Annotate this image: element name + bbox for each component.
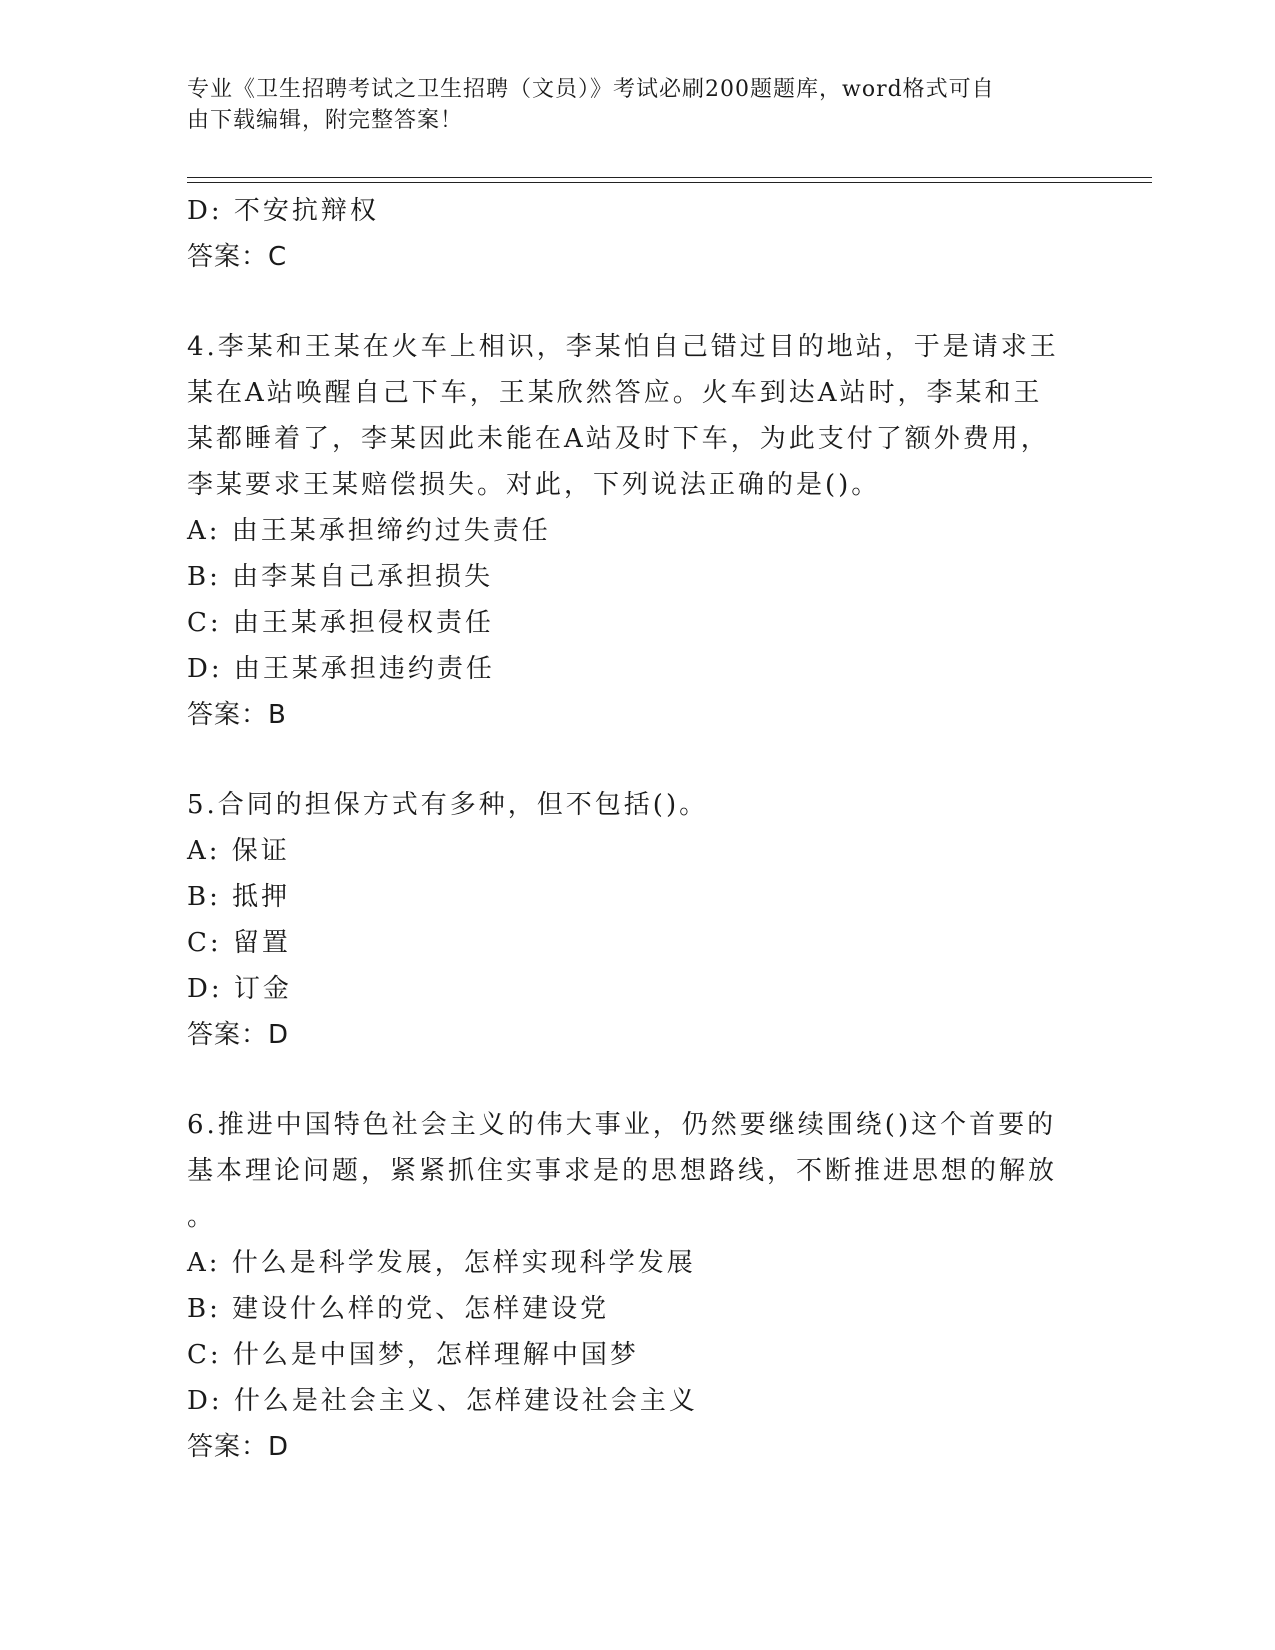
question-stem-line: 某都睡着了，李某因此未能在A站及时下车，为此支付了额外费用， <box>187 424 1050 454</box>
option-a: A: 什么是科学发展，怎样实现科学发展 <box>187 1248 696 1278</box>
question-stem-line: 某在A站唤醒自己下车，王某欣然答应。火车到达A站时，李某和王 <box>187 378 1043 408</box>
spacer <box>187 280 1067 324</box>
question-6 <box>187 1102 1067 1470</box>
answer-line: 答案：B <box>187 700 287 730</box>
header-line-1: 专业《卫生招聘考试之卫生招聘（文员）》考试必刷200题题库，word格式可自 <box>187 77 995 102</box>
option-c: C: 由王某承担侵权责任 <box>187 608 494 638</box>
question-5 <box>187 782 1067 1058</box>
header-line-2: 由下载编辑，附完整答案！ <box>187 108 464 133</box>
option-b: B: 建设什么样的党、怎样建设党 <box>187 1294 610 1324</box>
option-b: B: 抵押 <box>187 882 291 912</box>
option-d: D: 由王某承担违约责任 <box>187 654 495 684</box>
carryover-option-d: D: 不安抗辩权 <box>187 196 379 226</box>
option-b: B: 由李某自己承担损失 <box>187 562 494 592</box>
question-stem-line: 基本理论问题，紧紧抓住实事求是的思想路线，不断推进思想的解放 <box>187 1156 1058 1186</box>
question-body <box>187 188 1067 1470</box>
answer-line: 答案：D <box>187 1020 290 1050</box>
header-divider-bottom <box>187 182 1152 183</box>
document-header <box>187 74 1067 136</box>
option-c: C: 留置 <box>187 928 291 958</box>
header-divider-top <box>187 177 1152 178</box>
question-stem-line: 。 <box>187 1202 214 1232</box>
question-stem-line: 李某要求王某赔偿损失。对此，下列说法正确的是()。 <box>187 470 881 500</box>
question-stem-line: 4.李某和王某在火车上相识，李某怕自己错过目的地站，于是请求王 <box>187 332 1059 362</box>
spacer <box>187 1058 1067 1102</box>
option-d: D: 订金 <box>187 974 292 1004</box>
option-a: A: 由王某承担缔约过失责任 <box>187 516 551 546</box>
answer-line: 答案：D <box>187 1432 290 1462</box>
spacer <box>187 738 1067 782</box>
question-stem-line: 6.推进中国特色社会主义的伟大事业，仍然要继续围绕()这个首要的 <box>187 1110 1057 1140</box>
question-stem-line: 5.合同的担保方式有多种，但不包括()。 <box>187 790 709 820</box>
carryover-answer: 答案：C <box>187 242 288 272</box>
option-c: C: 什么是中国梦，怎样理解中国梦 <box>187 1340 639 1370</box>
option-a: A: 保证 <box>187 836 290 866</box>
question-4 <box>187 324 1067 738</box>
option-d: D: 什么是社会主义、怎样建设社会主义 <box>187 1386 698 1416</box>
